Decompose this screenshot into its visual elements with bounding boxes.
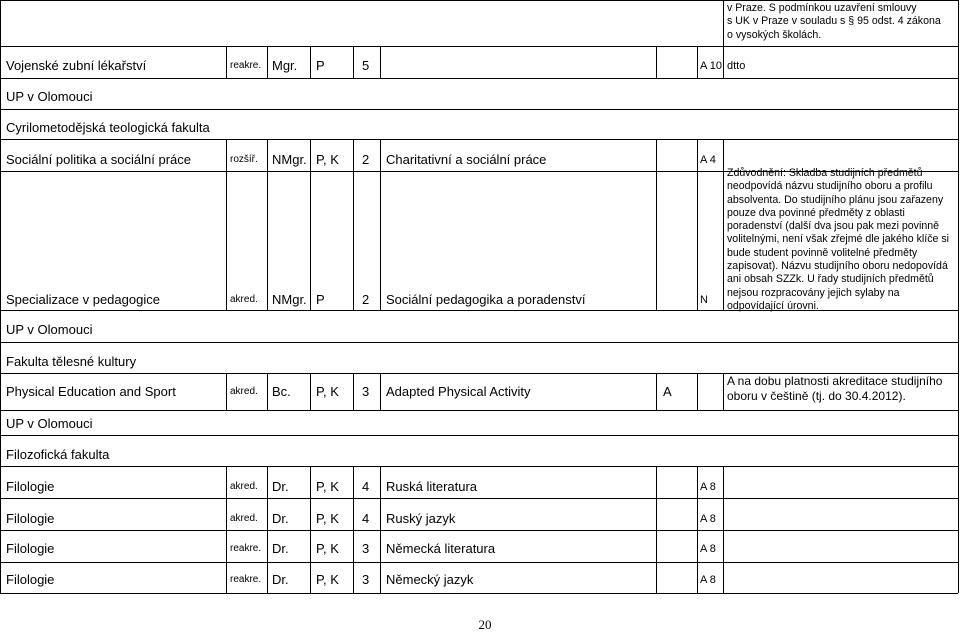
accreditation-type: akred. [230,513,258,524]
decision: N [700,294,708,306]
study-form: P [316,58,325,73]
duration: 2 [362,152,370,167]
study-form: P, K [316,541,339,556]
study-form: P, K [316,384,339,399]
decision: A 8 [700,513,716,525]
accreditation-type: rozšíř. [230,154,258,165]
field-name: Charitativní a sociální práce [386,152,547,167]
program-name: Sociální politika a sociální práce [6,152,191,167]
study-form: P, K [316,572,339,587]
decision: A 4 [700,154,716,166]
section-header: UP v Olomouci [6,416,93,431]
section-header: Fakulta tělesné kultury [6,354,137,369]
field-name: Německý jazyk [386,572,474,587]
remark: dtto [727,60,746,72]
field-name: Německá literatura [386,541,496,556]
accreditation-type: reakre. [230,60,262,71]
accreditation-type: reakre. [230,574,262,585]
section-header: UP v Olomouci [6,322,93,337]
accreditation-type: akred. [230,294,258,305]
degree: NMgr. [272,292,307,307]
duration: 4 [362,479,370,494]
degree: Dr. [272,572,289,587]
page-number: 20 [478,617,492,632]
accreditation-type: reakre. [230,543,262,554]
section-header: Filozofická fakulta [6,447,110,462]
section-header: UP v Olomouci [6,89,93,104]
study-form: P [316,292,325,307]
duration: 3 [362,384,370,399]
decision: A 8 [700,574,716,586]
duration: 4 [362,511,370,526]
field-name: Ruský jazyk [386,511,456,526]
field-name: Ruská literatura [386,479,478,494]
program-name: Filologie [6,511,55,526]
duration: 2 [362,292,370,307]
top-note [727,2,955,42]
accreditation-type: akred. [230,481,258,492]
study-form: P, K [316,479,339,494]
degree: Dr. [272,511,289,526]
decision: A 8 [700,481,716,493]
program-name: Filologie [6,572,55,587]
remark: A na dobu platnosti akreditace studijního oboru v češtině (tj. do 30.4.2012). [727,374,943,403]
decision: A 8 [700,543,716,555]
decision-short: A [663,384,672,399]
degree: NMgr. [272,152,307,167]
study-form: P, K [316,511,339,526]
duration: 3 [362,572,370,587]
top-note-line: v Praze. S podmínkou uzavření smlouvy [727,2,917,14]
field-name: Sociální pedagogika a poradenství [386,292,586,307]
degree: Bc. [272,384,291,399]
program-name: Filologie [6,541,55,556]
duration: 5 [362,58,370,73]
program-name: Physical Education and Sport [6,384,176,399]
degree: Mgr. [272,58,298,73]
program-name: Vojenské zubní lékařství [6,58,147,73]
study-form: P, K [316,152,339,167]
accreditation-type: akred. [230,386,258,397]
program-name: Specializace v pedagogice [6,292,160,307]
degree: Dr. [272,541,289,556]
top-note-line: o vysokých školách. [727,28,822,41]
section-header: Cyrilometodějská teologická fakulta [6,120,210,135]
field-name: Adapted Physical Activity [386,384,531,399]
degree: Dr. [272,479,289,494]
top-note-line: s UK v Praze v souladu s § 95 odst. 4 zákona [727,15,941,28]
remark: Zdůvodnění: Skladba studijních předmětů neodpovídá názvu studijního oboru a profilu absolventa. Do studijního plánu jsou zařazeny pouze dva povinné předměty z oblasti poradenství (další dva jsou pak mezi povinně volitelnými, není však zřejmé dle jakého klíče si bude student povinně volitelné předměty zapisovat). Názvu studijního oboru nedopovídá ani obsah SZZk. U řady studijních předmětů nejsou rozpracovány jejich sylaby na odpovídající úrovni. [727,167,949,312]
decision: A 10 [700,60,723,72]
program-name: Filologie [6,479,55,494]
duration: 3 [362,541,370,556]
